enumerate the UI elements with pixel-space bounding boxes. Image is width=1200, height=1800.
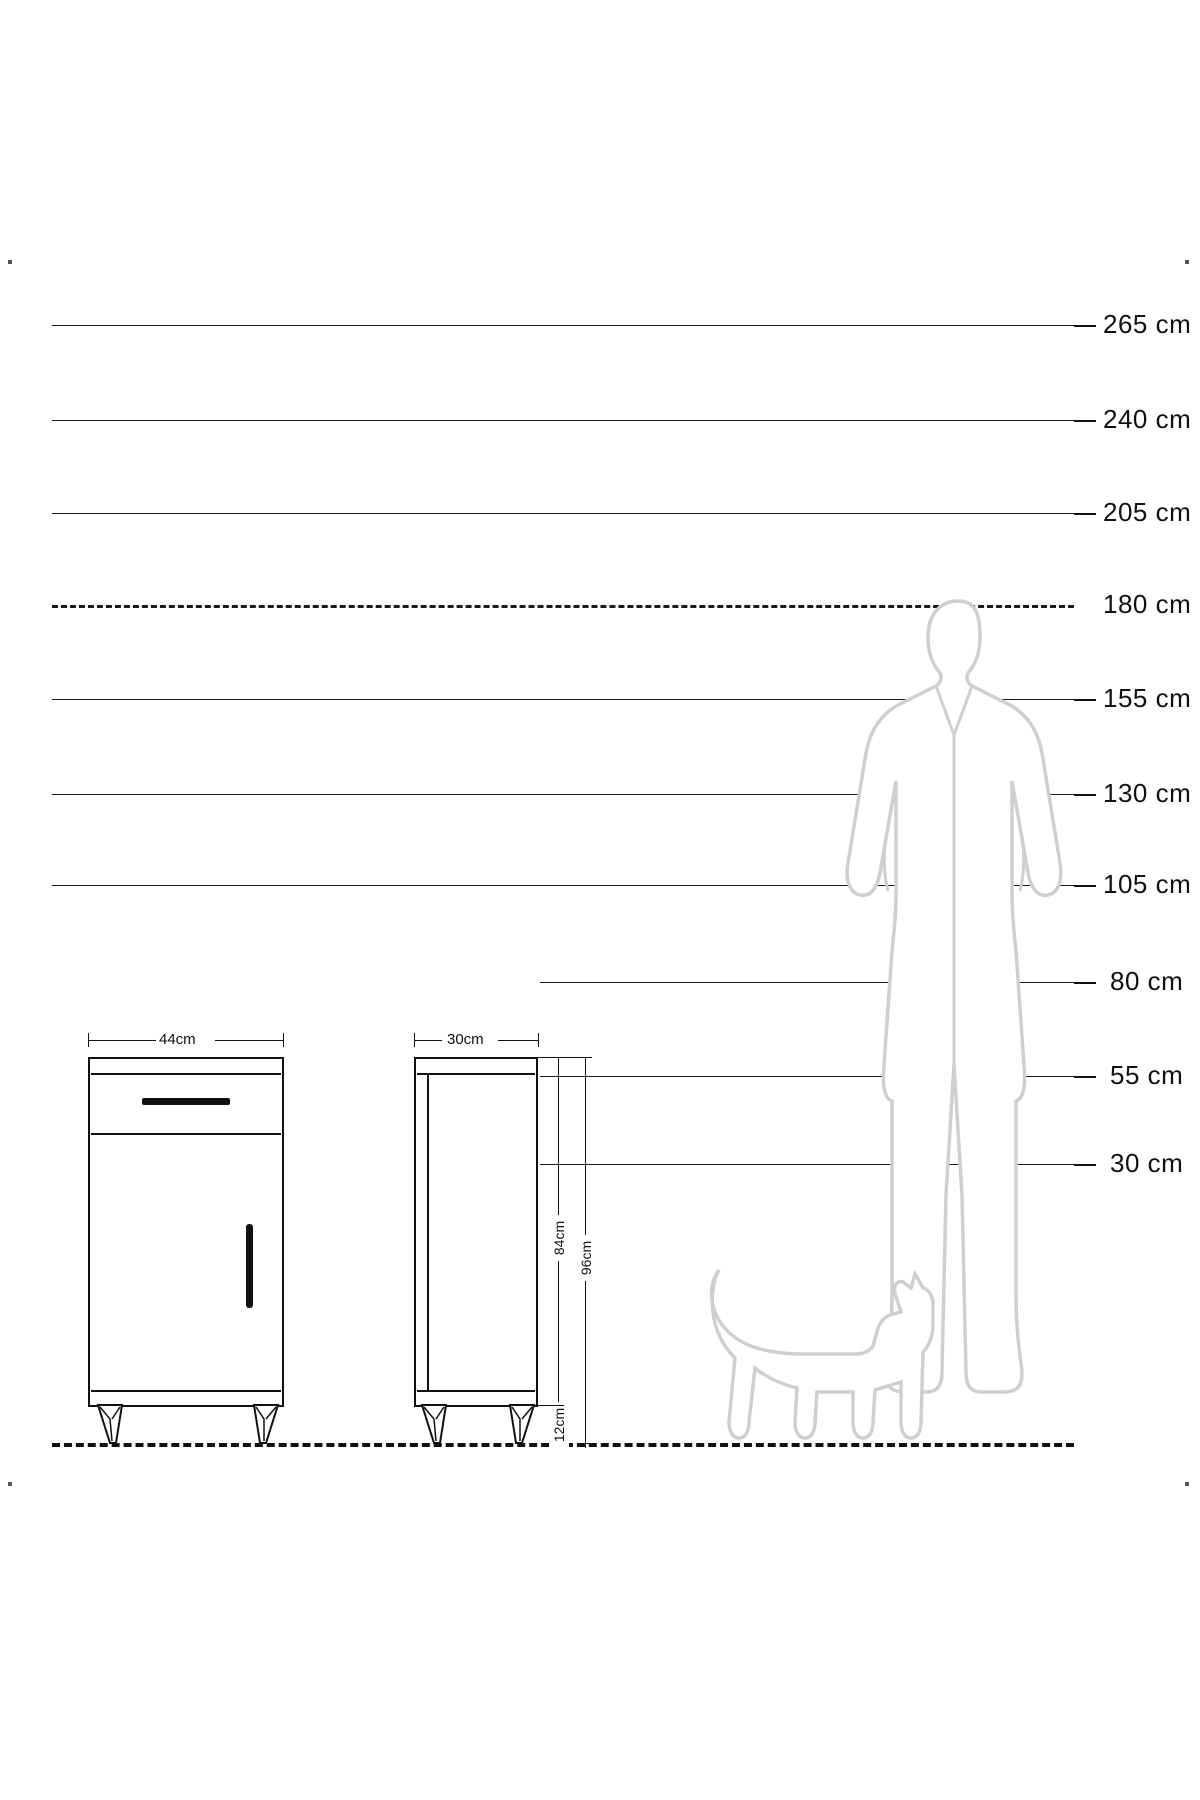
cabinet-drawer-divider (91, 1133, 281, 1135)
scale-label-240: 240 cm (1103, 404, 1192, 434)
corner-mark-top-right (1185, 260, 1189, 264)
scale-label-55: 55 cm (1110, 1060, 1184, 1090)
scale-label-265: 265 cm (1103, 309, 1192, 339)
dim-line-30-right (498, 1040, 538, 1041)
dim-line-30-left (414, 1040, 442, 1041)
scale-label-205: 205 cm (1103, 497, 1192, 527)
tall-unit-top-edge (417, 1073, 535, 1075)
scale-label-105: 105 cm (1103, 869, 1192, 899)
cabinet-bottom-edge (91, 1390, 281, 1392)
scale-label-80: 80 cm (1110, 966, 1184, 996)
tall-unit-body (414, 1057, 538, 1407)
scale-label-130: 130 cm (1103, 778, 1192, 808)
dim-line-44-left (88, 1040, 156, 1041)
cat-silhouette (705, 1262, 945, 1448)
scale-tick-205 (1074, 513, 1096, 515)
dim-extension-top (538, 1057, 588, 1058)
corner-mark-top-left (8, 260, 12, 264)
cabinet-top-edge (91, 1073, 281, 1075)
scale-tick-240 (1074, 420, 1096, 422)
tall-unit-legs (414, 1405, 542, 1445)
scale-label-180: 180 cm (1103, 589, 1192, 619)
dim-label-12cm: 12cm (549, 1402, 569, 1448)
dim-extension-leg (538, 1405, 564, 1406)
dim-cap-44-left (88, 1033, 89, 1047)
dim-line-44-right (215, 1040, 283, 1041)
corner-mark-bottom-left (8, 1482, 12, 1486)
door-handle (246, 1224, 253, 1308)
cabinet-legs (88, 1405, 288, 1445)
scale-line-240 (52, 420, 1074, 421)
dim-label-96cm: 96cm (576, 1235, 596, 1281)
scale-label-155: 155 cm (1103, 683, 1192, 713)
corner-mark-bottom-right (1185, 1482, 1189, 1486)
dim-label-84cm: 84cm (549, 1215, 569, 1261)
dim-cap-96-bottom (578, 1443, 592, 1444)
scale-line-205 (52, 513, 1074, 514)
drawer-handle (142, 1098, 230, 1105)
scale-line-265 (52, 325, 1074, 326)
dim-cap-30-left (414, 1033, 415, 1047)
scale-label-30: 30 cm (1110, 1148, 1184, 1178)
cabinet-body (88, 1057, 284, 1407)
tall-unit-bottom-edge (417, 1390, 535, 1392)
dim-cap-30-right (538, 1033, 539, 1047)
tall-unit-side-edge (427, 1073, 429, 1390)
dim-label-30cm: 30cm (444, 1032, 487, 1047)
scale-tick-265 (1074, 325, 1096, 327)
dim-cap-44-right (283, 1033, 284, 1047)
dim-label-44cm: 44cm (156, 1032, 199, 1047)
